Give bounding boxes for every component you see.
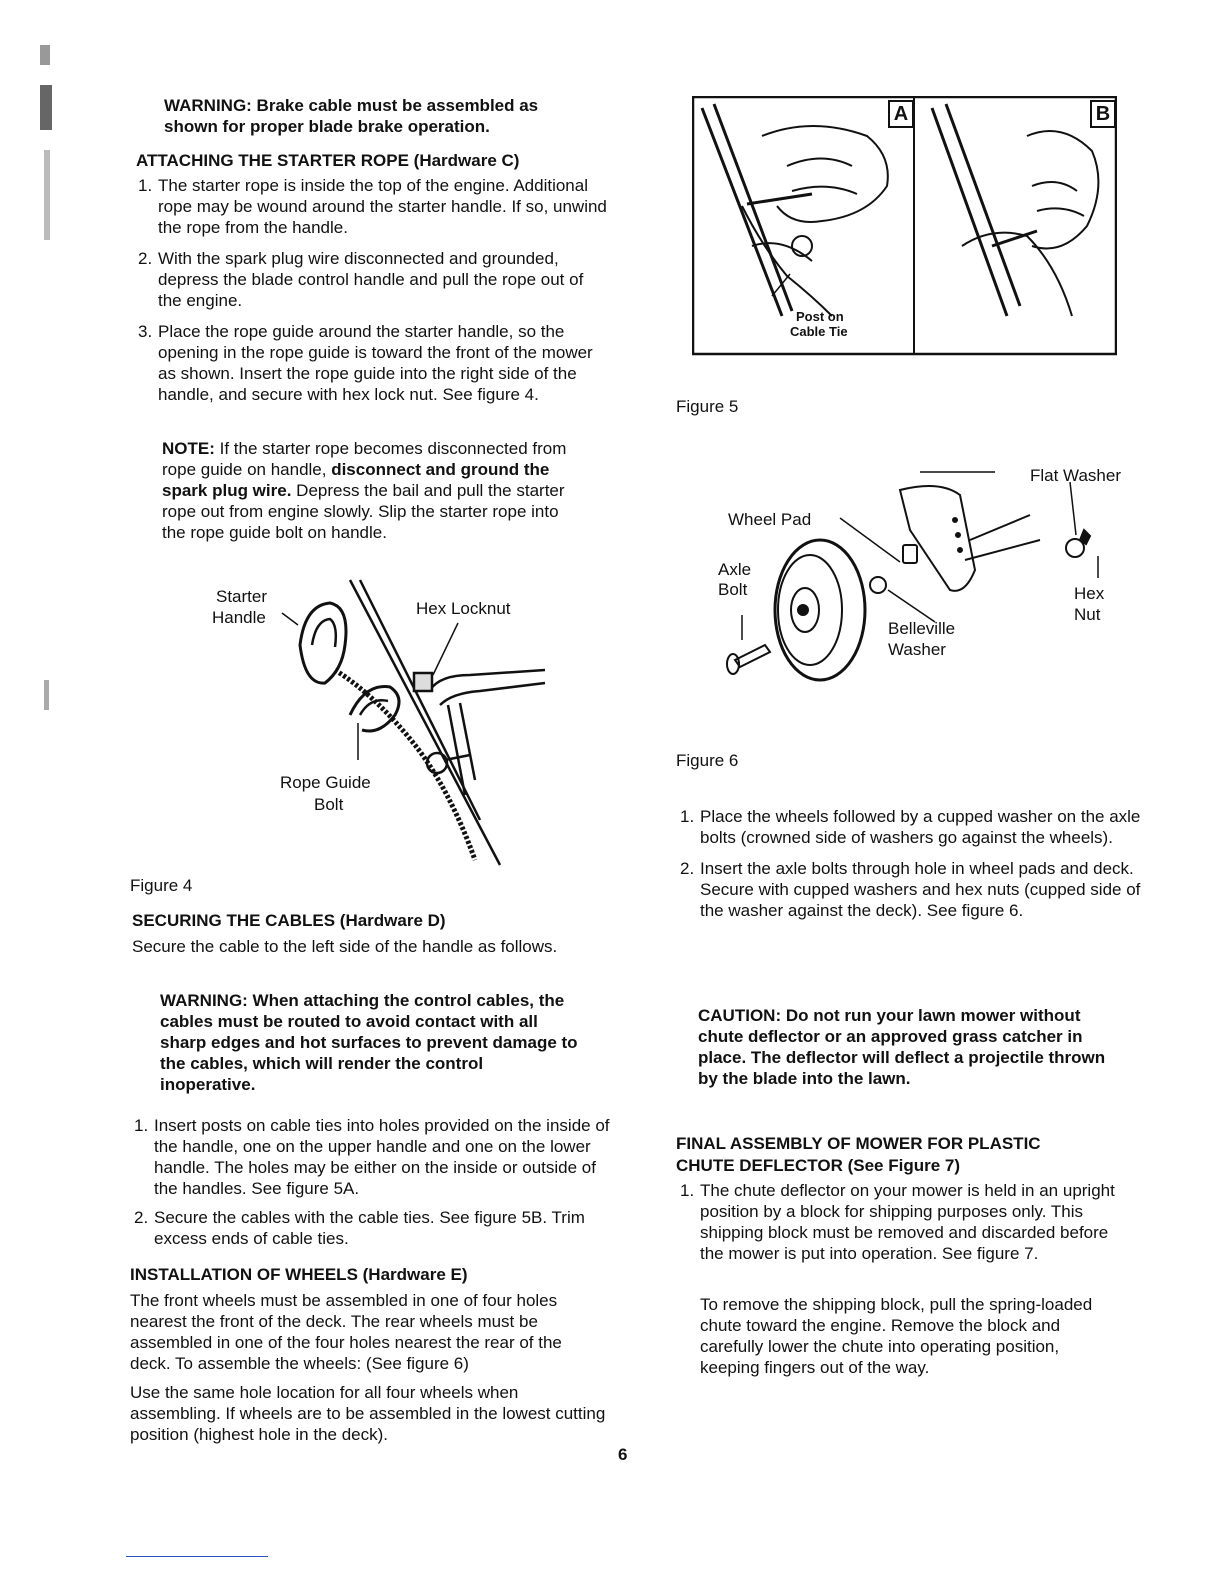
- footer-rule: [126, 1556, 268, 1557]
- list-number: 3.: [138, 322, 153, 341]
- starter-heading: ATTACHING THE STARTER ROPE (Hardware C): [136, 151, 520, 170]
- note-text: If the starter rope becomes disconnected from rope guide on handle,: [162, 439, 567, 479]
- wheels-paragraph: Use the same hole location for all four wheels when assembling. If wheels are to be assembled in the lowest cutting position (highest hole in the deck).: [130, 1383, 606, 1444]
- label-washer: Washer: [888, 640, 946, 659]
- list-text: With the spark plug wire disconnected and grounded, depress the blade control handle and pull the rope out of the engine.: [158, 249, 584, 310]
- final-paragraph: To remove the shipping block, pull the spring-loaded chute toward the engine. Remove the block and carefully lower the chute into operating position, keeping fingers out of the way.: [700, 1295, 1093, 1377]
- label-bolt: Bolt: [314, 795, 344, 814]
- label-wheel-pad: Wheel Pad: [728, 510, 812, 529]
- list-number: 2.: [138, 249, 153, 268]
- label-nut: Nut: [1074, 605, 1101, 624]
- scan-artifact: [40, 85, 52, 130]
- list-item: [126, 1115, 610, 1199]
- panel-a-badge: A: [888, 100, 914, 128]
- final-steps: [672, 1180, 1120, 1264]
- list-number: 2.: [680, 859, 695, 878]
- list-text: Insert posts on cable ties into holes provided on the inside of the handle, one on the upper handle and one on the lower handle. The holes may be either on the inside or outside of the handles. See figure 5A.: [154, 1116, 610, 1198]
- label-hex: Hex: [1074, 584, 1105, 603]
- list-item: [126, 1207, 610, 1249]
- figure-4-caption: Figure 4: [130, 876, 193, 895]
- label-handle: Handle: [212, 608, 266, 627]
- list-number: 1.: [138, 176, 153, 195]
- label-cable-tie: Cable Tie: [790, 324, 848, 339]
- label-belleville: Belleville: [888, 619, 956, 638]
- page-number: 6: [618, 1445, 628, 1464]
- list-number: 1.: [680, 807, 695, 826]
- figure-6: [710, 460, 1130, 690]
- list-number: 2.: [134, 1208, 149, 1227]
- list-item: [130, 248, 610, 311]
- note-label: NOTE:: [162, 439, 215, 458]
- label-starter: Starter: [216, 587, 268, 606]
- note-text: Depress the bail and pull the starter rope out from engine slowly. Slip the starter rope into the rope guide bolt on handle.: [162, 481, 565, 542]
- figure-5-illustration: [692, 96, 1117, 356]
- caution-text: CAUTION: Do not run your lawn mower without chute deflector or an approved grass catcher in place. The deflector will deflect a projectile thrown by the blade into the lawn.: [698, 1006, 1106, 1088]
- figure-4: [200, 575, 560, 875]
- list-text: Secure the cables with the cable ties. See figure 5B. Trim excess ends of cable ties.: [154, 1208, 585, 1248]
- label-bolt: Bolt: [718, 580, 748, 599]
- list-item: [672, 1180, 1120, 1264]
- final-heading: FINAL ASSEMBLY OF MOWER FOR PLASTIC: [676, 1134, 1041, 1153]
- label-post-on: Post on: [796, 309, 844, 324]
- list-item: [672, 858, 1148, 921]
- list-text: The starter rope is inside the top of the engine. Additional rope may be wound around the starter handle. If so, unwind the rope from the handle.: [158, 176, 607, 237]
- list-number: 1.: [680, 1181, 695, 1200]
- wheels-heading: INSTALLATION OF WHEELS (Hardware E): [130, 1265, 468, 1284]
- list-text: Insert the axle bolts through hole in wheel pads and deck. Secure with cupped washers and hex nuts (cupped side of the washer against the deck). See figure 6.: [700, 859, 1141, 920]
- list-item: [672, 806, 1148, 848]
- label-hex-locknut: Hex Locknut: [416, 599, 511, 618]
- warning-cables: WARNING: When attaching the control cables, the cables must be routed to avoid contact with all sharp edges and hot surfaces to prevent damage to the cables, which will render the control inoperative.: [160, 991, 578, 1094]
- list-text: The chute deflector on your mower is held in an upright position by a block for shipping purposes only. This shipping block must be removed and discarded before the mower is put into operation. See figure 7.: [700, 1181, 1115, 1263]
- figure-5-caption: Figure 5: [676, 397, 739, 416]
- panel-b-badge: B: [1090, 100, 1116, 128]
- note-emphasis: disconnect and ground the spark plug wire.: [162, 460, 550, 500]
- cables-heading: SECURING THE CABLES (Hardware D): [132, 911, 446, 930]
- cable-steps: [126, 1115, 610, 1249]
- list-number: 1.: [134, 1116, 149, 1135]
- label-rope-guide: Rope Guide: [280, 773, 371, 792]
- warning-brake: WARNING: Brake cable must be assembled as shown for proper blade brake operation.: [164, 96, 539, 136]
- wheel-steps: [672, 806, 1148, 921]
- label-flat-washer: Flat Washer: [1030, 466, 1122, 485]
- label-axle: Axle: [718, 560, 752, 579]
- scan-artifact: [44, 680, 49, 710]
- list-text: Place the wheels followed by a cupped washer on the axle bolts (crowned side of washers go against the wheels).: [700, 807, 1141, 847]
- figure-5: [692, 96, 1117, 356]
- figure-6-caption: Figure 6: [676, 751, 739, 770]
- final-heading: CHUTE DEFLECTOR (See Figure 7): [676, 1156, 960, 1175]
- starter-steps: [130, 175, 610, 405]
- list-item: [130, 175, 610, 238]
- note-paragraph: [162, 438, 580, 543]
- scan-artifact: [44, 150, 50, 240]
- wheels-paragraph: The front wheels must be assembled in one of four holes nearest the front of the deck. The rear wheels must be assembled in one of the four holes nearest the rear of the deck. To assemble the wheels: (See figure 6): [130, 1291, 562, 1373]
- list-text: Place the rope guide around the starter handle, so the opening in the rope guide is toward the front of the mower as shown. Insert the rope guide into the right side of the handle, and secure with hex lock nut. See figure 4.: [158, 322, 593, 404]
- cables-intro: Secure the cable to the left side of the handle as follows.: [132, 937, 558, 956]
- scan-artifact: [40, 45, 50, 65]
- list-item: [130, 321, 610, 405]
